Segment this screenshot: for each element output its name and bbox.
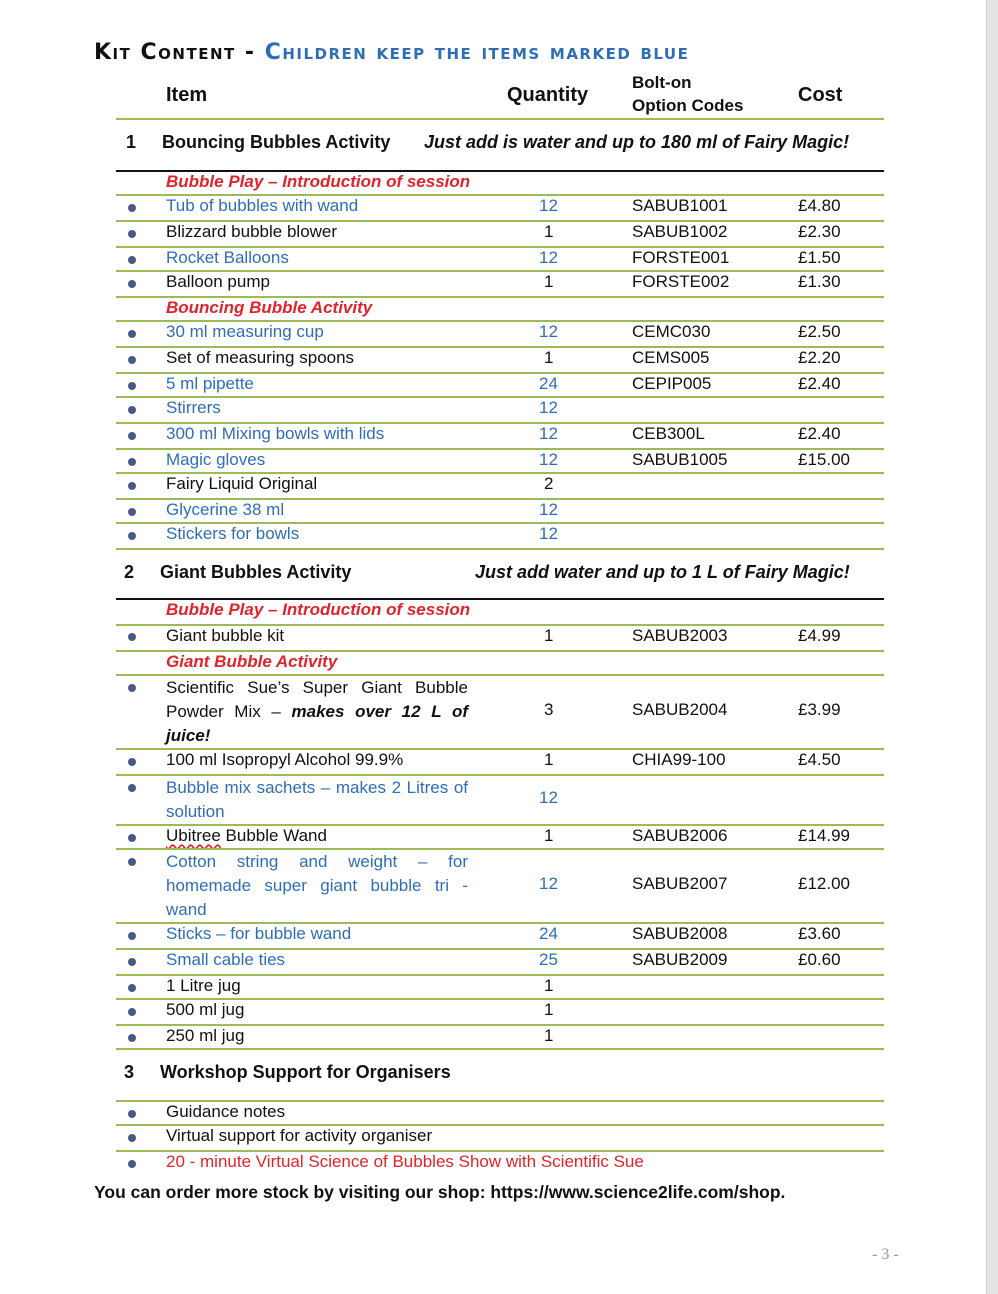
item-code: SABUB2007 bbox=[632, 874, 728, 893]
item-code: FORSTE001 bbox=[632, 248, 730, 267]
row-rule bbox=[116, 396, 884, 398]
item-qty: 1 bbox=[544, 222, 554, 241]
item-code: CEB300L bbox=[632, 424, 705, 443]
item-qty: 1 bbox=[544, 348, 554, 367]
item-cost: £2.50 bbox=[798, 322, 841, 341]
item-name bbox=[166, 826, 327, 846]
bullet-icon bbox=[128, 1160, 136, 1168]
item-name: 250 ml jug bbox=[166, 1026, 245, 1045]
subheading-text: Bubble Play – Introduction of session bbox=[166, 600, 471, 619]
subheading-text: Giant Bubble Activity bbox=[166, 652, 338, 671]
item-name: 20 - minute Virtual Science of Bubbles Show with Scientific Sue bbox=[166, 1152, 644, 1171]
item-qty: 1 bbox=[544, 272, 554, 291]
page-number: - 3 - bbox=[872, 1246, 899, 1263]
item-name-brand: Ubitree bbox=[166, 826, 221, 845]
item-name: 1 Litre jug bbox=[166, 976, 241, 995]
bullet-icon bbox=[128, 382, 136, 390]
bullet-icon bbox=[128, 280, 136, 288]
section-2-note: Just add water and up to 1 L of Fairy Magic! bbox=[475, 562, 850, 582]
item-name: 300 ml Mixing bowls with lids bbox=[166, 424, 385, 443]
header-cost: Cost bbox=[798, 84, 843, 106]
header-item: Item bbox=[166, 84, 208, 106]
bullet-icon bbox=[128, 458, 136, 466]
item-qty: 1 bbox=[544, 626, 554, 645]
row-rule bbox=[116, 1048, 884, 1050]
item-cost: £2.40 bbox=[798, 374, 841, 393]
item-code: FORSTE002 bbox=[632, 272, 730, 291]
item-name: 30 ml measuring cup bbox=[166, 322, 324, 341]
bullet-icon bbox=[128, 633, 136, 641]
item-code: CEMC030 bbox=[632, 322, 711, 341]
page-title bbox=[94, 40, 689, 65]
item-name: Giant bubble kit bbox=[166, 626, 285, 645]
item-qty: 24 bbox=[539, 924, 558, 943]
item-qty: 12 bbox=[539, 788, 558, 807]
item-code: CHIA99-100 bbox=[632, 750, 726, 769]
title-kit-content: Kit Content - bbox=[94, 40, 265, 65]
bullet-icon bbox=[128, 784, 136, 792]
bullet-icon bbox=[128, 758, 136, 766]
bullet-icon bbox=[128, 1110, 136, 1118]
section-1-note: Just add is water and up to 180 ml of Fairy Magic! bbox=[424, 132, 850, 152]
item-cost: £2.30 bbox=[798, 222, 841, 241]
header-option-codes: Option Codes bbox=[632, 96, 744, 115]
item-name: Guidance notes bbox=[166, 1102, 286, 1121]
item-qty: 12 bbox=[539, 874, 558, 893]
item-name-rest: Bubble Wand bbox=[220, 826, 327, 845]
shop-footer: You can order more stock by visiting our shop: https://www.science2life.com/shop. bbox=[94, 1182, 786, 1202]
page-edge bbox=[986, 0, 998, 1294]
item-qty: 12 bbox=[539, 196, 558, 215]
item-name: Stirrers bbox=[166, 398, 221, 417]
item-qty: 1 bbox=[544, 1000, 554, 1019]
item-cost: £4.80 bbox=[798, 196, 841, 215]
item-name: Glycerine 38 ml bbox=[166, 500, 285, 519]
item-cost: £3.60 bbox=[798, 924, 841, 943]
item-row bbox=[0, 676, 998, 748]
item-qty: 12 bbox=[539, 424, 558, 443]
bullet-icon bbox=[128, 482, 136, 490]
item-code: SABUB2003 bbox=[632, 626, 728, 645]
item-cost: £0.60 bbox=[798, 950, 841, 969]
bullet-icon bbox=[128, 532, 136, 540]
item-cost: £1.30 bbox=[798, 272, 841, 291]
row-rule bbox=[116, 548, 884, 550]
bullet-icon bbox=[128, 204, 136, 212]
item-code: SABUB1005 bbox=[632, 450, 728, 469]
section-3-title: Workshop Support for Organisers bbox=[160, 1062, 451, 1082]
item-code: CEMS005 bbox=[632, 348, 710, 367]
bullet-icon bbox=[128, 958, 136, 966]
section-2-title: Giant Bubbles Activity bbox=[160, 562, 352, 582]
item-qty: 12 bbox=[539, 500, 558, 519]
item-qty: 1 bbox=[544, 976, 554, 995]
bullet-icon bbox=[128, 406, 136, 414]
item-name: Virtual support for activity organiser bbox=[166, 1126, 433, 1145]
item-name: Set of measuring spoons bbox=[166, 348, 355, 367]
item-name: Small cable ties bbox=[166, 950, 286, 969]
item-row bbox=[0, 776, 998, 824]
item-name-part: Scientific Sue’s Super Giant Bubble Powder Mix – bbox=[166, 678, 468, 721]
bullet-icon bbox=[128, 1134, 136, 1142]
item-name: Sticks – for bubble wand bbox=[166, 924, 352, 943]
item-code: SABUB1002 bbox=[632, 222, 728, 241]
item-cost: £15.00 bbox=[798, 450, 850, 469]
bullet-icon bbox=[128, 932, 136, 940]
item-cost: £4.50 bbox=[798, 750, 841, 769]
item-qty: 25 bbox=[539, 950, 558, 969]
item-qty: 24 bbox=[539, 374, 558, 393]
item-qty: 1 bbox=[544, 826, 554, 845]
item-code: SABUB2008 bbox=[632, 924, 728, 943]
bullet-icon bbox=[128, 684, 136, 692]
item-qty: 3 bbox=[544, 700, 554, 719]
bullet-icon bbox=[128, 984, 136, 992]
bullet-icon bbox=[128, 356, 136, 364]
item-cost: £2.20 bbox=[798, 348, 841, 367]
item-name: Tub of bubbles with wand bbox=[166, 196, 359, 215]
item-cost: £4.99 bbox=[798, 626, 841, 645]
item-name: Fairy Liquid Original bbox=[166, 474, 318, 493]
item-cost: £14.99 bbox=[798, 826, 850, 845]
section-1-number: 1 bbox=[126, 132, 137, 152]
item-qty: 1 bbox=[544, 1026, 554, 1045]
item-qty: 12 bbox=[539, 450, 558, 469]
item-code: CEPIP005 bbox=[632, 374, 712, 393]
item-code: SABUB1001 bbox=[632, 196, 728, 215]
title-blue-note: Children keep the items marked blue bbox=[264, 40, 690, 65]
bullet-icon bbox=[128, 834, 136, 842]
item-qty: 1 bbox=[544, 750, 554, 769]
bullet-icon bbox=[128, 330, 136, 338]
section-2-number: 2 bbox=[124, 562, 135, 582]
item-qty: 2 bbox=[544, 474, 554, 493]
bullet-icon bbox=[128, 230, 136, 238]
bullet-icon bbox=[128, 1008, 136, 1016]
item-cost: £3.99 bbox=[798, 700, 841, 719]
item-name: Magic gloves bbox=[166, 450, 266, 469]
item-name: Stickers for bowls bbox=[166, 524, 300, 543]
item-name: 5 ml pipette bbox=[166, 374, 254, 393]
bullet-icon bbox=[128, 858, 136, 866]
header-bolt-on: Bolt-on bbox=[632, 73, 692, 92]
item-qty: 12 bbox=[539, 524, 558, 543]
bullet-icon bbox=[128, 1034, 136, 1042]
bullet-icon bbox=[128, 508, 136, 516]
item-cost: £2.40 bbox=[798, 424, 841, 443]
subheading-text: Bubble Play – Introduction of session bbox=[166, 172, 471, 191]
header-rule bbox=[116, 118, 884, 120]
bullet-icon bbox=[128, 432, 136, 440]
item-name: 100 ml Isopropyl Alcohol 99.9% bbox=[166, 750, 404, 769]
item-qty: 12 bbox=[539, 322, 558, 341]
item-name-emphasis: makes over 12 L of juice! bbox=[166, 702, 468, 745]
item-row bbox=[0, 850, 998, 924]
item-name: Blizzard bubble blower bbox=[166, 222, 338, 241]
item-name: Cotton string and weight – for homemade super giant bubble tri - wand bbox=[166, 852, 468, 919]
item-name: 500 ml jug bbox=[166, 1000, 245, 1019]
item-code: SABUB2006 bbox=[632, 826, 728, 845]
bullet-icon bbox=[128, 256, 136, 264]
item-code: SABUB2009 bbox=[632, 950, 728, 969]
item-qty: 12 bbox=[539, 398, 558, 417]
item-name: Rocket Balloons bbox=[166, 248, 289, 267]
header-quantity: Quantity bbox=[507, 84, 589, 106]
item-cost: £1.50 bbox=[798, 248, 841, 267]
item-code: SABUB2004 bbox=[632, 700, 728, 719]
item-name bbox=[166, 676, 468, 748]
item-name: Bubble mix sachets – makes 2 Litres of solution bbox=[166, 778, 468, 821]
section-3-number: 3 bbox=[124, 1062, 135, 1082]
item-name: Balloon pump bbox=[166, 272, 270, 291]
subheading-text: Bouncing Bubble Activity bbox=[166, 298, 373, 317]
section-1-title: Bouncing Bubbles Activity bbox=[162, 132, 391, 152]
item-cost: £12.00 bbox=[798, 874, 850, 893]
item-qty: 12 bbox=[539, 248, 558, 267]
